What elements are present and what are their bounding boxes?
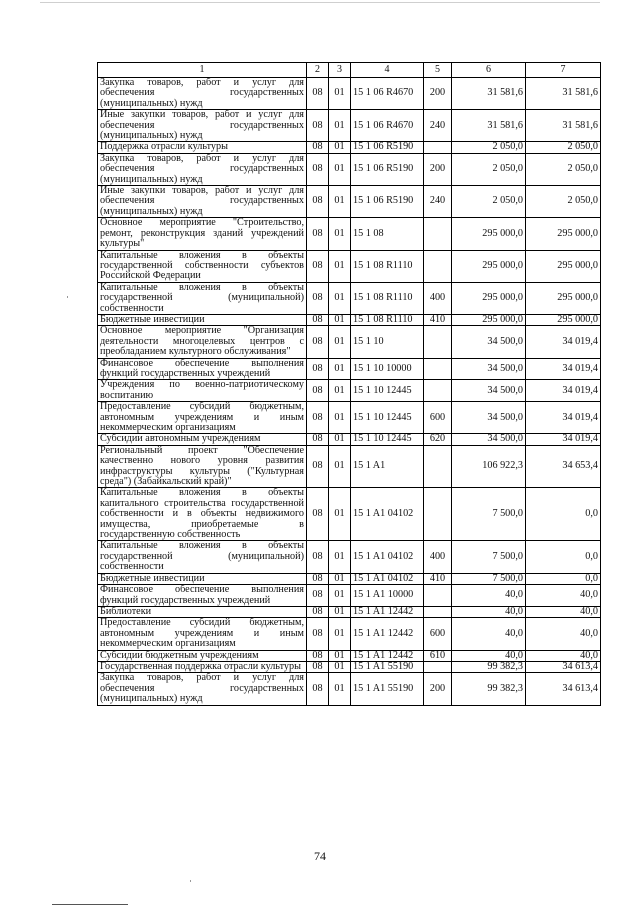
- row-subsection: 01: [329, 618, 351, 650]
- row-amount-planned: 7 500,0: [452, 488, 526, 541]
- column-header-4: 4: [351, 63, 424, 78]
- row-name: Субсидии бюджетным учреждениям: [98, 650, 307, 661]
- row-section: 08: [307, 673, 329, 705]
- row-amount-executed: 34 613,4: [526, 661, 601, 672]
- row-amount-planned: 2 050,0: [452, 142, 526, 153]
- row-amount-planned: 40,0: [452, 618, 526, 650]
- row-section: 08: [307, 488, 329, 541]
- row-amount-planned: 34 500,0: [452, 402, 526, 434]
- table-row: [98, 661, 601, 672]
- table-row: [98, 110, 601, 142]
- row-name: Предоставление субсидий бюджетным, автономным учреждениям и иным некоммерческим организациям: [98, 618, 307, 650]
- row-target-code: 15 1 08 R1110: [351, 250, 424, 282]
- row-section: 08: [307, 78, 329, 110]
- row-name: Основное мероприятие "Организация деятельности многоцелевых центров с преобладанием культурного обслуживания": [98, 326, 307, 358]
- row-name: Субсидии автономным учреждениям: [98, 434, 307, 445]
- row-amount-planned: 106 922,3: [452, 445, 526, 488]
- row-subsection: 01: [329, 326, 351, 358]
- row-subsection: 01: [329, 606, 351, 617]
- row-section: 08: [307, 585, 329, 607]
- row-subsection: 01: [329, 541, 351, 573]
- row-expense-type: 410: [424, 573, 452, 584]
- row-amount-planned: 34 500,0: [452, 326, 526, 358]
- row-amount-planned: 31 581,6: [452, 110, 526, 142]
- row-expense-type: [424, 326, 452, 358]
- row-amount-executed: 295 000,0: [526, 250, 601, 282]
- row-section: 08: [307, 142, 329, 153]
- row-expense-type: [424, 488, 452, 541]
- row-amount-planned: 34 500,0: [452, 358, 526, 380]
- column-header-6: 6: [452, 63, 526, 78]
- row-section: 08: [307, 618, 329, 650]
- row-amount-planned: 295 000,0: [452, 218, 526, 250]
- row-name: Бюджетные инвестиции: [98, 314, 307, 325]
- row-subsection: 01: [329, 142, 351, 153]
- row-expense-type: 400: [424, 282, 452, 314]
- row-amount-planned: 7 500,0: [452, 541, 526, 573]
- row-subsection: 01: [329, 186, 351, 218]
- row-expense-type: 200: [424, 673, 452, 705]
- row-name: Закупка товаров, работ и услуг для обеспечения государственных (муниципальных) нужд: [98, 78, 307, 110]
- row-target-code: 15 1 06 R5190: [351, 186, 424, 218]
- row-subsection: 01: [329, 673, 351, 705]
- table-row: [98, 434, 601, 445]
- scan-speck: [190, 880, 191, 882]
- row-target-code: 15 1 A1 55190: [351, 673, 424, 705]
- row-target-code: 15 1 08: [351, 218, 424, 250]
- row-name: Финансовое обеспечение выполнения функций государственных учреждений: [98, 585, 307, 607]
- row-subsection: 01: [329, 402, 351, 434]
- row-amount-planned: 7 500,0: [452, 573, 526, 584]
- row-expense-type: [424, 250, 452, 282]
- row-section: 08: [307, 661, 329, 672]
- page-number: 74: [314, 849, 326, 863]
- row-section: 08: [307, 314, 329, 325]
- row-target-code: 15 1 A1: [351, 445, 424, 488]
- row-expense-type: 620: [424, 434, 452, 445]
- row-name: Поддержка отрасли культуры: [98, 142, 307, 153]
- table-row: [98, 402, 601, 434]
- row-target-code: 15 1 06 R4670: [351, 110, 424, 142]
- row-subsection: 01: [329, 218, 351, 250]
- row-amount-executed: 31 581,6: [526, 78, 601, 110]
- table-row: [98, 488, 601, 541]
- row-amount-executed: 34 019,4: [526, 326, 601, 358]
- row-subsection: 01: [329, 488, 351, 541]
- row-target-code: 15 1 10 12445: [351, 402, 424, 434]
- row-target-code: 15 1 10 12445: [351, 434, 424, 445]
- row-expense-type: [424, 218, 452, 250]
- row-expense-type: 600: [424, 618, 452, 650]
- row-expense-type: [424, 661, 452, 672]
- row-section: 08: [307, 326, 329, 358]
- budget-table: [97, 62, 601, 706]
- row-section: 08: [307, 153, 329, 185]
- row-amount-planned: 40,0: [452, 585, 526, 607]
- row-amount-planned: 40,0: [452, 606, 526, 617]
- row-subsection: 01: [329, 110, 351, 142]
- row-amount-executed: 2 050,0: [526, 153, 601, 185]
- row-amount-planned: 31 581,6: [452, 78, 526, 110]
- row-target-code: 15 1 10: [351, 326, 424, 358]
- table-row: [98, 142, 601, 153]
- row-amount-executed: 2 050,0: [526, 186, 601, 218]
- row-name: Основное мероприятие "Строительство, ремонт, реконструкция зданий учреждений культуры": [98, 218, 307, 250]
- row-amount-executed: 31 581,6: [526, 110, 601, 142]
- table-row: [98, 78, 601, 110]
- row-amount-executed: 0,0: [526, 541, 601, 573]
- row-target-code: 15 1 A1 04102: [351, 541, 424, 573]
- row-amount-executed: 0,0: [526, 573, 601, 584]
- row-subsection: 01: [329, 250, 351, 282]
- row-subsection: 01: [329, 661, 351, 672]
- row-expense-type: 200: [424, 153, 452, 185]
- row-name: Бюджетные инвестиции: [98, 573, 307, 584]
- row-expense-type: [424, 380, 452, 402]
- row-name: Предоставление субсидий бюджетным, автономным учреждениям и иным некоммерческим организациям: [98, 402, 307, 434]
- row-expense-type: [424, 142, 452, 153]
- table-body: [98, 78, 601, 706]
- row-name: Капитальные вложения в объекты капитального строительства государственной собственности и в объекты недвижимого имущества, приобретаемые в государственную собственность: [98, 488, 307, 541]
- page-top-edge: [40, 2, 600, 3]
- table-row: [98, 186, 601, 218]
- row-name: Капитальные вложения в объекты государственной (муниципальной) собственности: [98, 541, 307, 573]
- scan-speck: [67, 296, 68, 298]
- row-section: 08: [307, 402, 329, 434]
- row-name: Учреждения по военно-патриотическому воспитанию: [98, 380, 307, 402]
- table-row: [98, 585, 601, 607]
- row-name: Закупка товаров, работ и услуг для обеспечения государственных (муниципальных) нужд: [98, 153, 307, 185]
- row-amount-planned: 40,0: [452, 650, 526, 661]
- column-header-5: 5: [424, 63, 452, 78]
- row-amount-planned: 99 382,3: [452, 661, 526, 672]
- row-amount-executed: 34 653,4: [526, 445, 601, 488]
- row-subsection: 01: [329, 314, 351, 325]
- row-section: 08: [307, 573, 329, 584]
- row-subsection: 01: [329, 573, 351, 584]
- row-expense-type: 610: [424, 650, 452, 661]
- row-amount-executed: 34 019,4: [526, 380, 601, 402]
- row-section: 08: [307, 650, 329, 661]
- row-section: 08: [307, 186, 329, 218]
- table-row: [98, 218, 601, 250]
- row-amount-executed: 2 050,0: [526, 142, 601, 153]
- row-name: Финансовое обеспечение выполнения функций государственных учреждений: [98, 358, 307, 380]
- row-target-code: 15 1 10 12445: [351, 380, 424, 402]
- row-expense-type: [424, 585, 452, 607]
- table-header-row: [98, 63, 601, 78]
- row-target-code: 15 1 A1 12442: [351, 606, 424, 617]
- table-row: [98, 250, 601, 282]
- row-name: Региональный проект "Обеспечение качественно нового уровня развития инфраструктуры культуры ("Культурная среда") (Забайкальский край)": [98, 445, 307, 488]
- table-row: [98, 445, 601, 488]
- row-amount-planned: 295 000,0: [452, 250, 526, 282]
- row-amount-executed: 34 613,4: [526, 673, 601, 705]
- row-section: 08: [307, 541, 329, 573]
- row-name: Иные закупки товаров, работ и услуг для обеспечения государственных (муниципальных) нужд: [98, 110, 307, 142]
- row-name: Закупка товаров, работ и услуг для обеспечения государственных (муниципальных) нужд: [98, 673, 307, 705]
- table-row: [98, 606, 601, 617]
- table-row: [98, 618, 601, 650]
- row-target-code: 15 1 06 R5190: [351, 153, 424, 185]
- column-header-7: 7: [526, 63, 601, 78]
- row-name: Капитальные вложения в объекты государственной (муниципальной) собственности: [98, 282, 307, 314]
- row-section: 08: [307, 218, 329, 250]
- row-expense-type: 600: [424, 402, 452, 434]
- row-subsection: 01: [329, 153, 351, 185]
- row-amount-executed: 34 019,4: [526, 434, 601, 445]
- row-amount-executed: 34 019,4: [526, 402, 601, 434]
- row-amount-planned: 295 000,0: [452, 314, 526, 325]
- table-row: [98, 282, 601, 314]
- row-target-code: 15 1 08 R1110: [351, 314, 424, 325]
- row-expense-type: [424, 445, 452, 488]
- table-row: [98, 326, 601, 358]
- row-target-code: 15 1 10 10000: [351, 358, 424, 380]
- row-section: 08: [307, 380, 329, 402]
- row-amount-executed: 295 000,0: [526, 282, 601, 314]
- table-row: [98, 541, 601, 573]
- row-amount-executed: 295 000,0: [526, 314, 601, 325]
- row-amount-executed: 34 019,4: [526, 358, 601, 380]
- row-target-code: 15 1 A1 55190: [351, 661, 424, 672]
- row-name: Библиотеки: [98, 606, 307, 617]
- row-expense-type: 240: [424, 110, 452, 142]
- row-expense-type: [424, 606, 452, 617]
- budget-table-container: [97, 62, 600, 706]
- table-row: [98, 314, 601, 325]
- table-row: [98, 573, 601, 584]
- row-expense-type: [424, 358, 452, 380]
- row-target-code: 15 1 08 R1110: [351, 282, 424, 314]
- row-target-code: 15 1 A1 12442: [351, 650, 424, 661]
- column-header-3: 3: [329, 63, 351, 78]
- row-target-code: 15 1 A1 04102: [351, 488, 424, 541]
- row-amount-planned: 2 050,0: [452, 153, 526, 185]
- row-target-code: 15 1 06 R4670: [351, 78, 424, 110]
- table-row: [98, 673, 601, 705]
- row-subsection: 01: [329, 78, 351, 110]
- row-section: 08: [307, 445, 329, 488]
- row-target-code: 15 1 06 R5190: [351, 142, 424, 153]
- row-subsection: 01: [329, 585, 351, 607]
- row-amount-executed: 0,0: [526, 488, 601, 541]
- row-subsection: 01: [329, 650, 351, 661]
- row-amount-executed: 40,0: [526, 585, 601, 607]
- row-amount-planned: 34 500,0: [452, 434, 526, 445]
- row-subsection: 01: [329, 282, 351, 314]
- row-name: Иные закупки товаров, работ и услуг для обеспечения государственных (муниципальных) нужд: [98, 186, 307, 218]
- row-subsection: 01: [329, 358, 351, 380]
- row-section: 08: [307, 434, 329, 445]
- row-amount-executed: 40,0: [526, 606, 601, 617]
- row-section: 08: [307, 606, 329, 617]
- row-amount-planned: 295 000,0: [452, 282, 526, 314]
- row-name: Капитальные вложения в объекты государственной собственности субъектов Российской Федерации: [98, 250, 307, 282]
- row-name: Государственная поддержка отрасли культуры: [98, 661, 307, 672]
- row-amount-planned: 99 382,3: [452, 673, 526, 705]
- row-subsection: 01: [329, 434, 351, 445]
- row-amount-executed: 295 000,0: [526, 218, 601, 250]
- row-expense-type: 240: [424, 186, 452, 218]
- row-amount-executed: 40,0: [526, 650, 601, 661]
- row-subsection: 01: [329, 380, 351, 402]
- row-subsection: 01: [329, 445, 351, 488]
- row-section: 08: [307, 110, 329, 142]
- row-target-code: 15 1 A1 04102: [351, 573, 424, 584]
- table-row: [98, 358, 601, 380]
- row-expense-type: 410: [424, 314, 452, 325]
- column-header-1: 1: [98, 63, 307, 78]
- row-expense-type: 400: [424, 541, 452, 573]
- row-target-code: 15 1 A1 10000: [351, 585, 424, 607]
- row-section: 08: [307, 358, 329, 380]
- table-row: [98, 380, 601, 402]
- row-amount-planned: 2 050,0: [452, 186, 526, 218]
- row-amount-planned: 34 500,0: [452, 380, 526, 402]
- row-expense-type: 200: [424, 78, 452, 110]
- table-row: [98, 153, 601, 185]
- row-section: 08: [307, 282, 329, 314]
- row-amount-executed: 40,0: [526, 618, 601, 650]
- row-target-code: 15 1 A1 12442: [351, 618, 424, 650]
- row-section: 08: [307, 250, 329, 282]
- table-row: [98, 650, 601, 661]
- column-header-2: 2: [307, 63, 329, 78]
